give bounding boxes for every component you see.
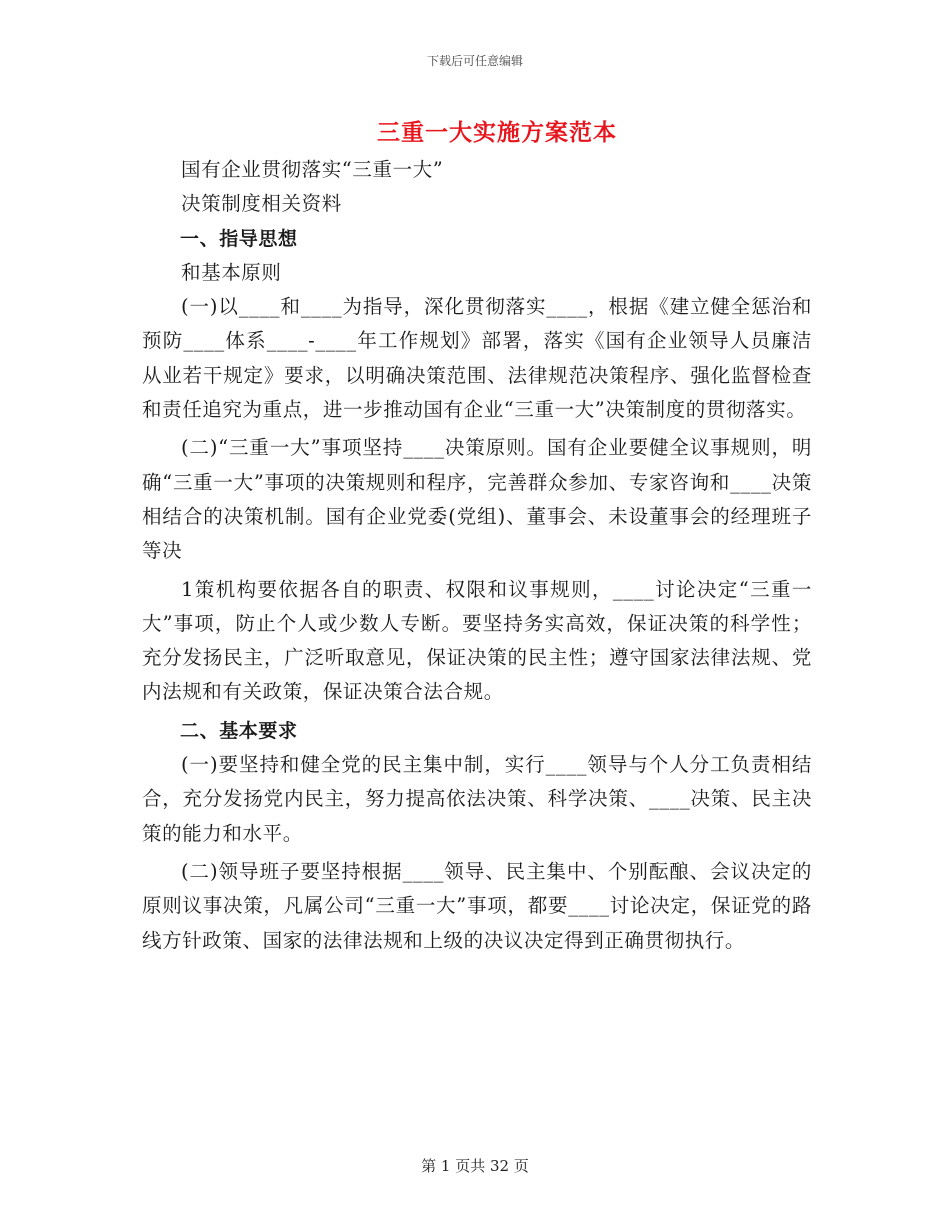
paragraph: 国有企业贯彻落实“三重一大” [181, 158, 444, 181]
section-heading: 一、指导思想 [180, 227, 298, 250]
paragraph: 决策制度相关资料 [181, 192, 342, 216]
paragraph: 和基本原则 [181, 260, 282, 284]
paragraph: (二)领导班子要坚持根据____领导、民主集中、个别酝酿、会议决定的原则议事决策，凡属公司“三重一大”事项，都要____讨论决定，保证党的路线方针政策、国家的法律法规和上级的决议决定得到正确贯彻执行。 [142, 859, 812, 952]
paragraph: (一)要坚持和健全党的民主集中制，实行____领导与个人分工负责相结合，充分发扬党内民主，努力提高依法决策、科学决策、____决策、民主决策的能力和水平。 [142, 753, 812, 845]
document-body [142, 153, 812, 958]
paragraph: 1策机构要依据各自的职责、权限和议事规则，____讨论决定“三重一大”事项，防止个人或少数人专断。要坚持务实高效，保证决策的科学性；充分发扬民主，广泛听取意见，保证决策的民主性；遵守国家法律法规、党内法规和有关政策，保证决策合法合规。 [142, 577, 812, 704]
paragraph: (一)以____和____为指导，深化贯彻落实____，根据《建立健全惩治和预防____体系____-____年工作规划》部署，落实《国有企业领导人员廉洁从业若干规定》要求，以明确决策范围、法律规范决策程序、强化监督检查和责任追究为重点，进一步推动国有企业“三重一大”决策制度的贯彻落实。 [142, 295, 812, 422]
header-note: 下载后可任意编辑 [426, 54, 523, 68]
document-title: 三重一大实施方案范本 [377, 119, 617, 146]
page-footer: 第 1 页共 32 页 [421, 1157, 529, 1175]
paragraph: (二)“三重一大”事项坚持____决策原则。国有企业要健全议事规则，明确“三重一大”事项的决策规则和程序，完善群众参加、专家咨询和____决策相结合的决策机制。国有企业党委(党组)、董事会、未设董事会的经理班子等决 [142, 436, 812, 563]
section-heading: 二、基本要求 [180, 719, 298, 742]
